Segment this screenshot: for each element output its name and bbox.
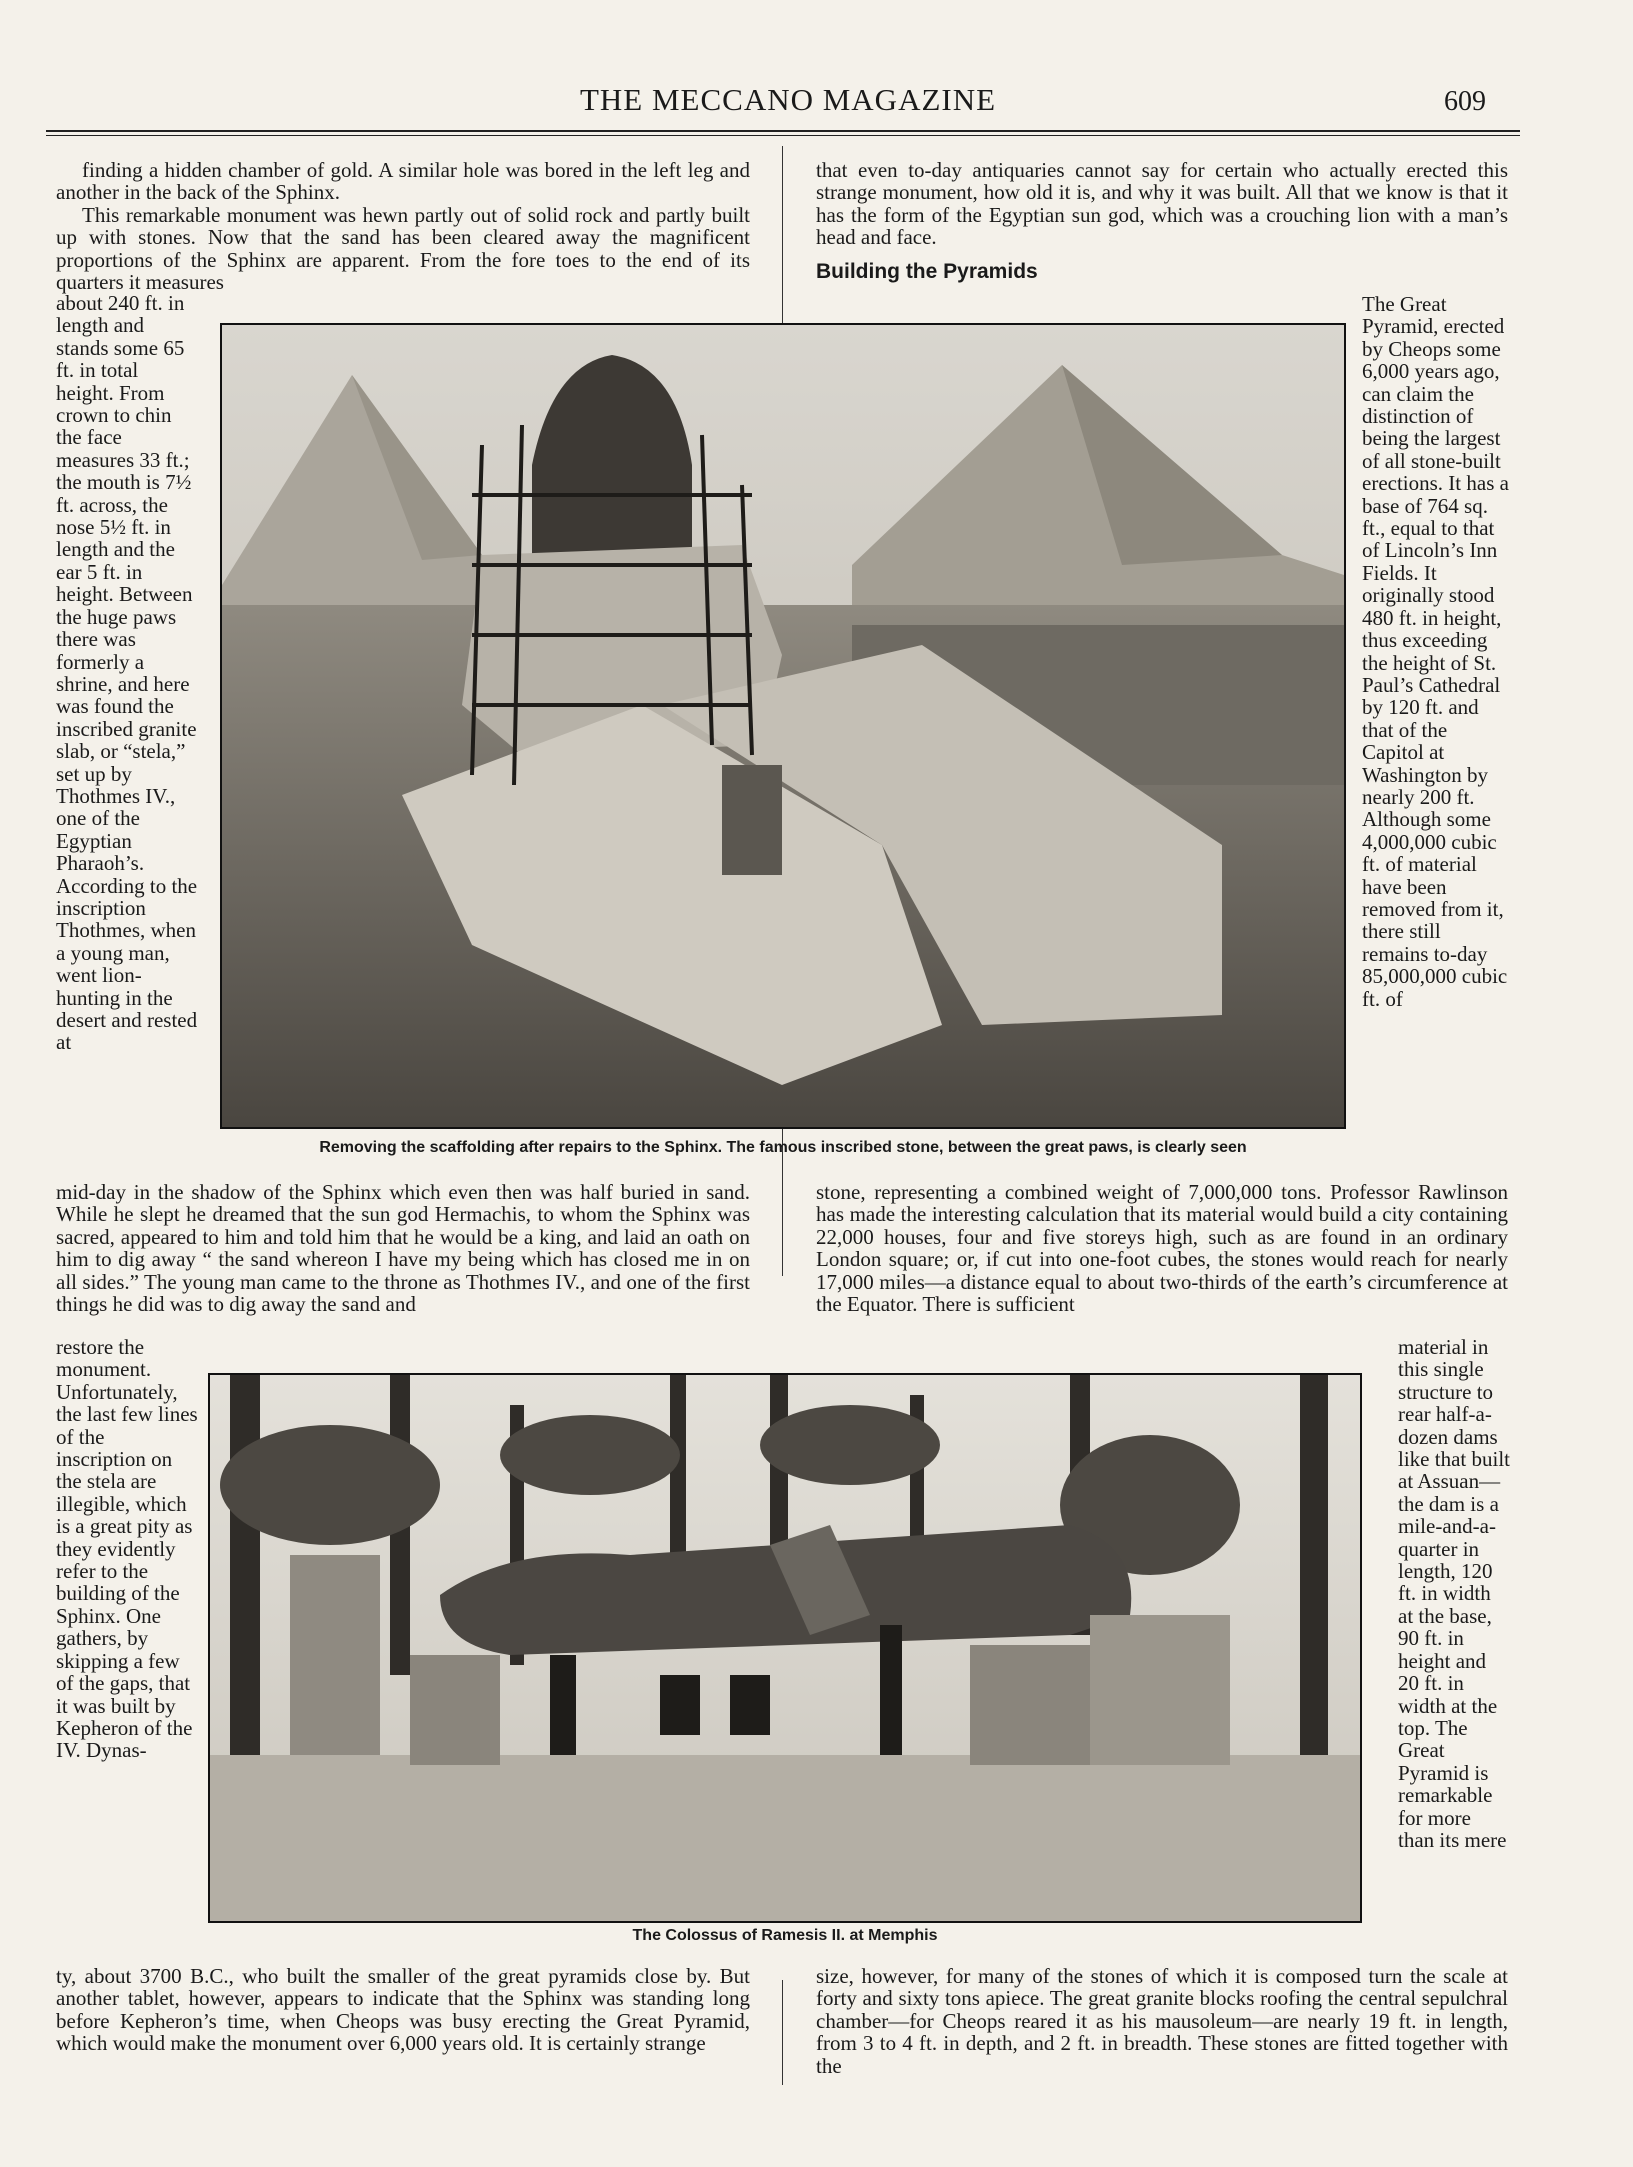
paragraph: This remarkable monument was hewn partly out of solid rock and partly built up with stones. Now that the sand has been cleared away the magnificent proportions of the Sphinx are apparent. From the fore toes to the end of its quarters it measures [56, 202, 750, 295]
column-2-wrap-text-2: material in this single structure to rear half-a-dozen dams like that built at Assuan—the dam is a mile-and-a-quarter in length, 120 ft. in width at the base, 90 ft. in height and 20 ft. in width at the top. The Great Pyramid is remarkable for more than its mere [1398, 1335, 1510, 1852]
figure-caption: Removing the scaffolding after repairs to the Sphinx. The famous inscribed stone, between the great paws, is clearly seen [319, 1139, 1247, 1156]
magazine-title: THE MECCANO MAGAZINE [579, 82, 997, 117]
column-1-top [56, 159, 750, 293]
header-rule-thin [46, 135, 1520, 136]
column-divider [782, 1980, 783, 2085]
column-1-bottom: ty, about 3700 B.C., who built the smaller of the great pyramids close by. But another tablet, however, appears to indicate that the Sphinx was standing long before Kepheron’s time, when Cheops was busy erecting the Great Pyramid, which would make the monument over 6,000 years old. It is certainly strange [56, 1964, 750, 2056]
paragraph: finding a hidden chamber of gold. A similar hole was bored in the left leg and another in the back of the Sphinx. [56, 158, 750, 205]
column-2-top: that even to-day antiquaries cannot say for certain who actually erected this strange monument, how old it is, and why it was built. All that we know is that it has the form of the Egyptian sun god, which was a crouching lion with a man’s head and face. [816, 158, 1508, 250]
page-number: 609 [1444, 86, 1486, 117]
column-1-wrap-text: about 240 ft. in length and stands some 65 ft. in total height. From crown to chin the face measures 33 ft.; the mouth is 7½ ft. across, the nose 5½ ft. in length and the ear 5 ft. in height. Between the huge paws there was formerly a shrine, and here was found the inscribed granite slab, or “stela,” set up by Thothmes IV., one of the Egyptian Pharaoh’s. According to the inscription Thothmes, when a young man, went lion-hunting in the desert and rested at [56, 291, 198, 1055]
column-1-middle: mid-day in the shadow of the Sphinx which even then was half buried in sand. While he slept he dreamed that the sun god Hermachis, to whom the Sphinx was sacred, appeared to him and told him that he would be a king, and laid an oath on him to dig away “ the sand whereon I have my being which has closed me in on all sides.” The young man came to the throne as Thothmes IV., and one of the first things he did was to dig away the sand and [56, 1180, 750, 1317]
column-2-middle: stone, representing a combined weight of 7,000,000 tons. Professor Rawlinson has made the interesting calculation that its material would build a city containing 22,000 houses, four and five storeys high, such as are found in an ordinary London square; or, if cut into one-foot cubes, the stones would reach for nearly 17,000 miles—a distance equal to about two-thirds of the earth’s circumference at the Equator. There is sufficient [816, 1180, 1508, 1317]
sphinx-photo [220, 323, 1346, 1129]
colossus-photo [208, 1373, 1362, 1923]
section-heading: Building the Pyramids [816, 260, 1038, 283]
column-2-bottom: size, however, for many of the stones of which it is composed turn the scale at forty and sixty tons apiece. The great granite blocks roofing the central sepulchral chamber—for Cheops reared it as his mausoleum—are nearly 19 ft. in length, from 3 to 4 ft. in depth, and 2 ft. in breadth. These stones are fitted together with the [816, 1964, 1508, 2078]
figure-colossus [208, 1373, 1362, 1945]
column-1-wrap-text-2: restore the monument. Unfortunately, the last few lines of the inscription on the stela are illegible, which is a great pity as they evidently refer to the building of the Sphinx. One gathers, by skipping a few of the gaps, that it was built by Kepheron of the IV. Dynas- [56, 1335, 198, 1763]
figure-sphinx [220, 323, 1346, 1157]
header-rule [46, 130, 1520, 132]
column-2-wrap-text: The Great Pyramid, erected by Cheops some 6,000 years ago, can claim the distinction of being the largest of all stone-built erections. It has a base of 764 sq. ft., equal to that of Lincoln’s Inn Fields. It originally stood 480 ft. in height, thus exceeding the height of St. Paul’s Cathedral by 120 ft. and that of the Capitol at Washington by nearly 200 ft. Although some 4,000,000 cubic ft. of material have been removed from it, there still remains to-day 85,000,000 cubic ft. of [1362, 292, 1509, 1011]
figure-caption: The Colossus of Ramesis II. at Memphis [632, 1927, 938, 1944]
